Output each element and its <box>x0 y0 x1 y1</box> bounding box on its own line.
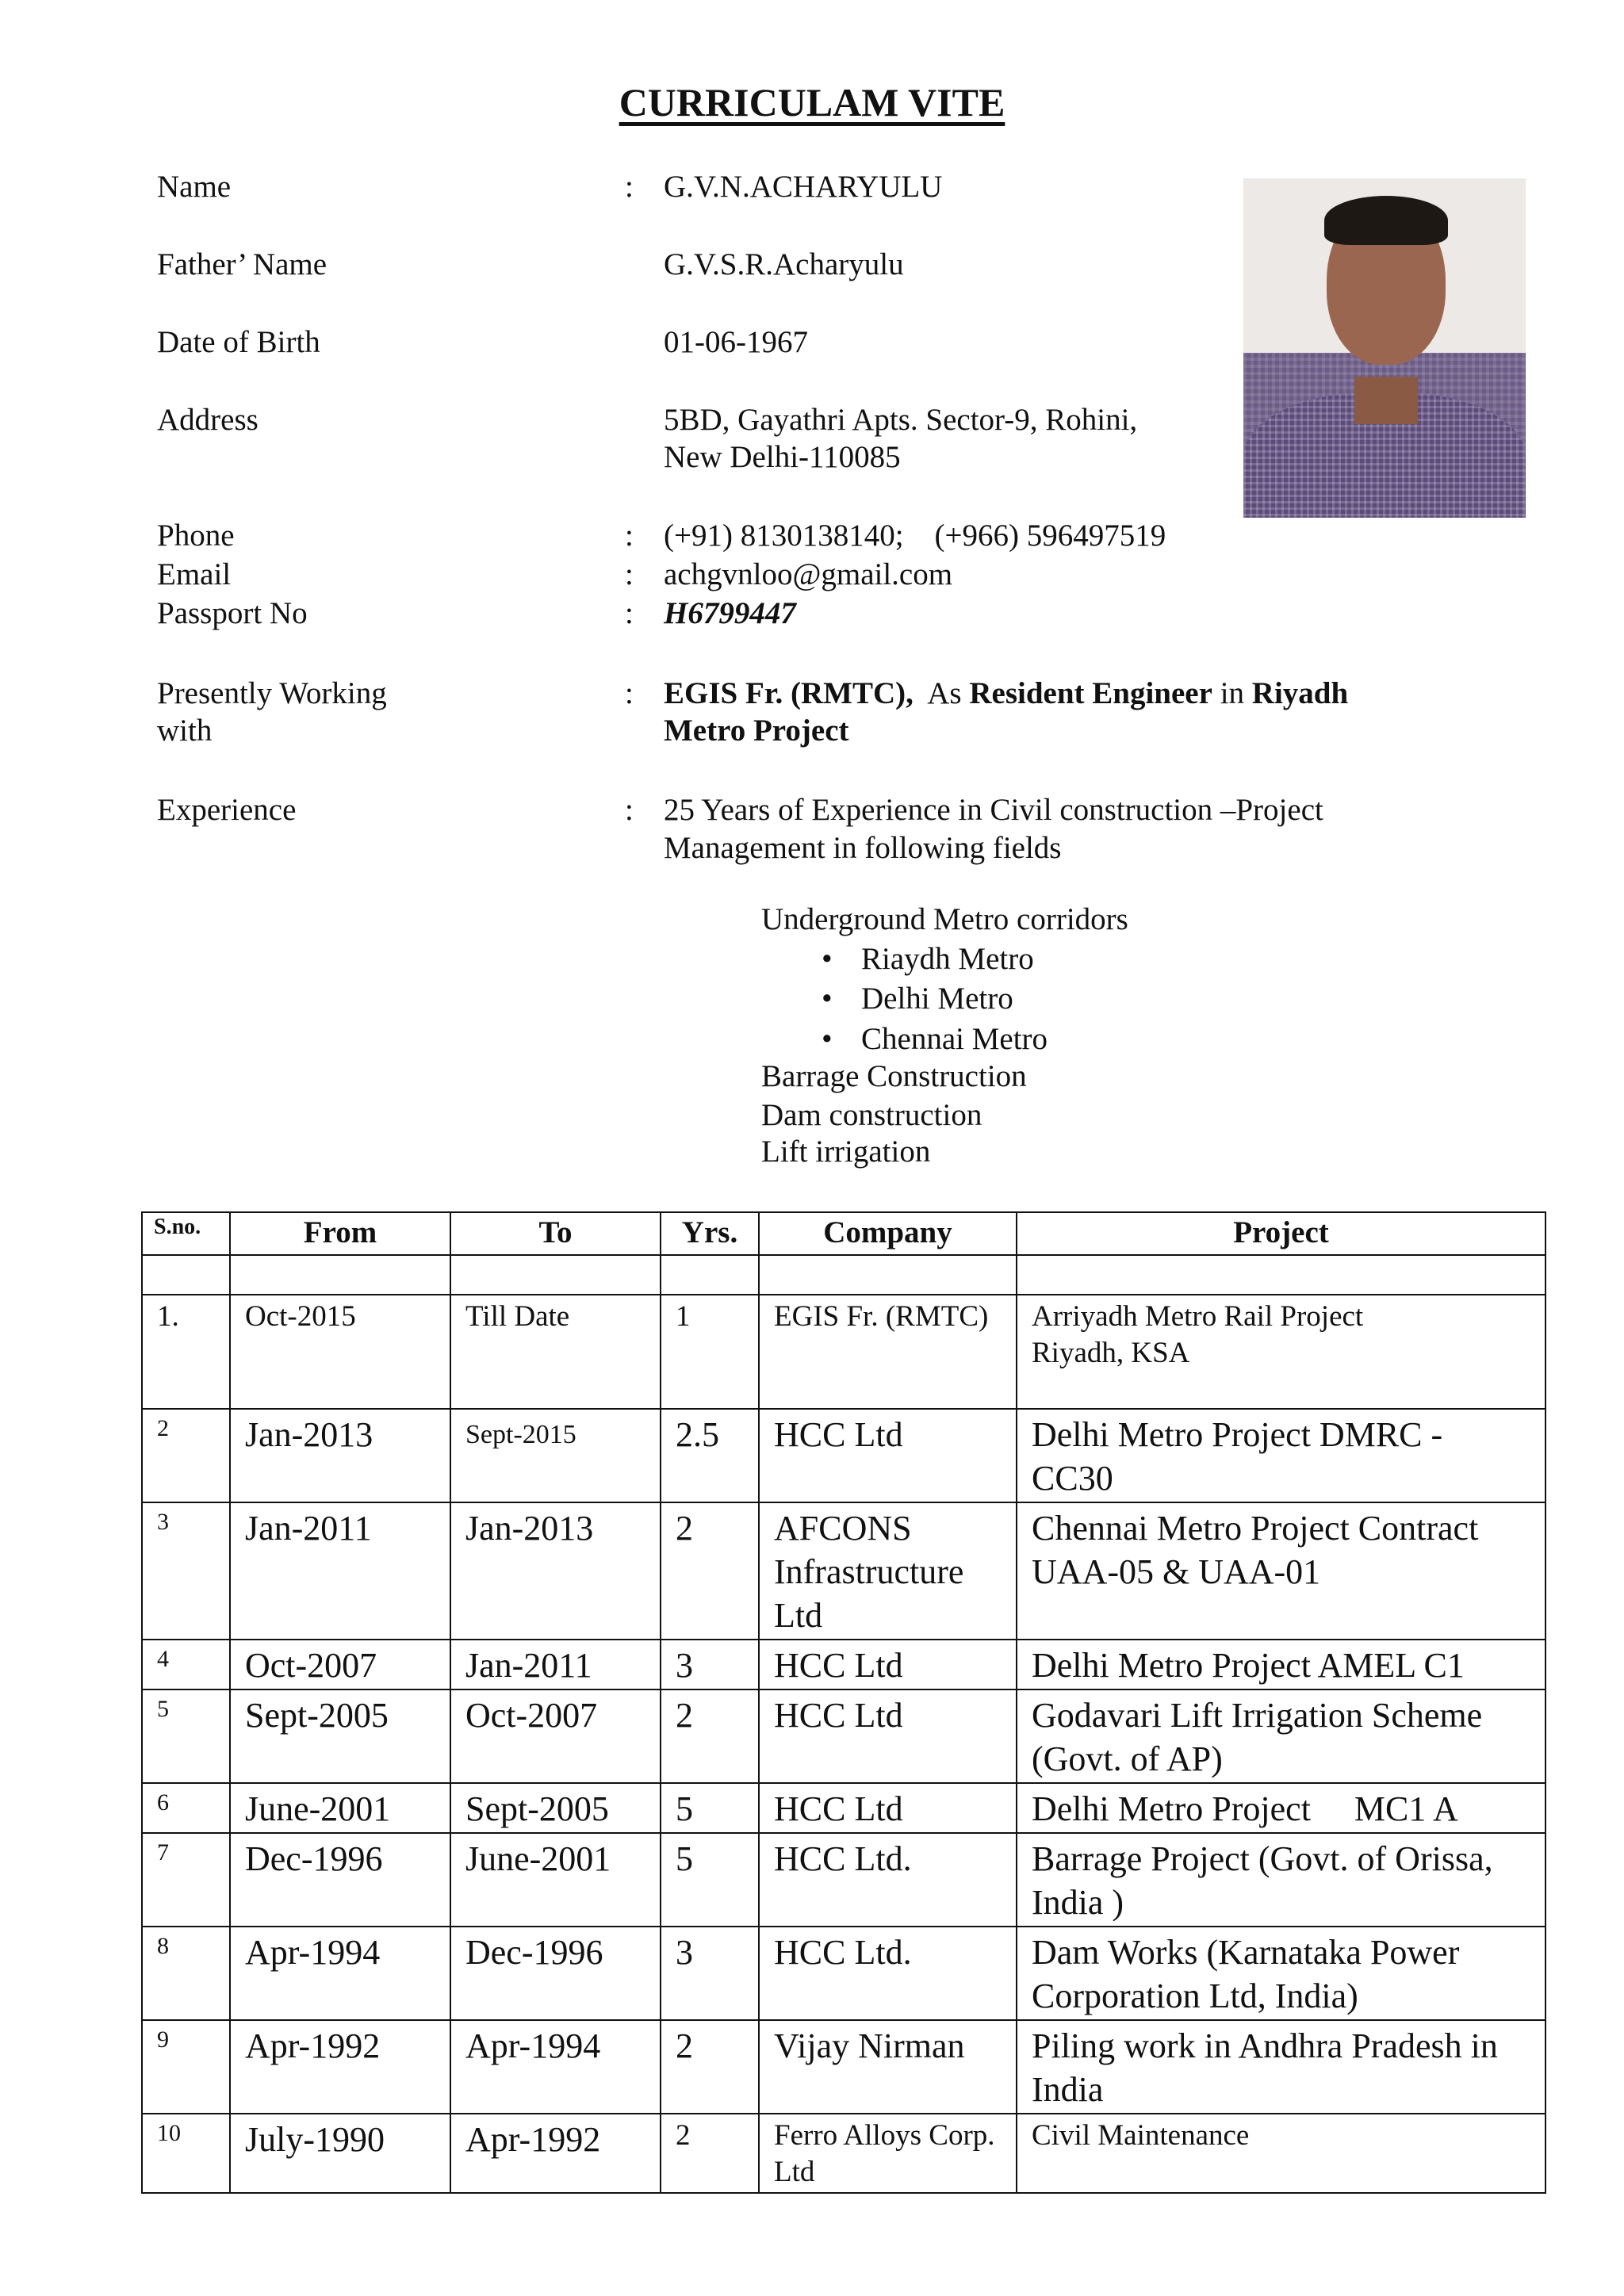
cell-project: Chennai Metro Project Contract UAA-05 & UAA-01 <box>1017 1502 1545 1640</box>
email-label: Email <box>157 557 232 591</box>
experience-line1: 25 Years of Experience in Civil construction –Project <box>664 793 1323 827</box>
cell-to: Jan-2013 <box>450 1502 661 1640</box>
separator: : <box>625 676 634 710</box>
header-company: Company <box>759 1212 1017 1255</box>
working-place2: Metro Project <box>664 714 849 748</box>
cell-project: Civil Maintenance <box>1017 2114 1545 2193</box>
cell-from: Oct-2007 <box>230 1640 450 1689</box>
working-as: As <box>927 676 962 710</box>
table-row <box>142 1927 1545 2020</box>
cell-to: Till Date <box>450 1295 661 1409</box>
field-item: Barrage Construction <box>761 1059 1027 1093</box>
working-place1: Riyadh <box>1251 676 1349 710</box>
cell-company: Ferro Alloys Corp. Ltd <box>759 2114 1017 2193</box>
cell-sno: 8 <box>142 1927 230 2020</box>
separator: : <box>625 170 634 204</box>
field-metro-item: • Riaydh Metro <box>861 939 1034 978</box>
cell-to: Apr-1992 <box>450 2114 661 2193</box>
field-metro-item: • Delhi Metro <box>861 979 1013 1018</box>
cell-sno: 1. <box>142 1295 230 1409</box>
separator: : <box>625 596 634 630</box>
father-value: G.V.S.R.Acharyulu <box>664 247 904 281</box>
empty-cell <box>450 1255 661 1295</box>
cell-company: EGIS Fr. (RMTC) <box>759 1295 1017 1409</box>
table-row <box>142 1295 1545 1409</box>
cell-yrs: 3 <box>661 1927 759 2020</box>
cell-sno: 10 <box>142 2114 230 2193</box>
cell-from: July-1990 <box>230 2114 450 2193</box>
cell-company: Vijay Nirman <box>759 2020 1017 2114</box>
dob-label: Date of Birth <box>157 325 320 359</box>
cell-from: Jan-2011 <box>230 1502 450 1640</box>
cell-sno: 3 <box>142 1502 230 1640</box>
cell-project: Delhi Metro Project AMEL C1 <box>1017 1640 1545 1689</box>
empty-cell <box>759 1255 1017 1295</box>
working-in: in <box>1220 676 1245 710</box>
field-item: Dam construction <box>761 1098 982 1132</box>
cell-company: AFCONS Infrastructure Ltd <box>759 1502 1017 1640</box>
cell-from: Sept-2005 <box>230 1689 450 1783</box>
cell-yrs: 5 <box>661 1783 759 1833</box>
address-line2: New Delhi-110085 <box>664 440 901 474</box>
cell-project: Barrage Project (Govt. of Orissa, India ) <box>1017 1833 1545 1927</box>
cell-to: Dec-1996 <box>450 1927 661 2020</box>
cell-to: Sept-2015 <box>450 1409 661 1502</box>
experience-line2: Management in following fields <box>664 831 1062 865</box>
cell-project: Delhi Metro Project DMRC - CC30 <box>1017 1409 1545 1502</box>
dob-value: 01-06-1967 <box>664 325 808 359</box>
table-row <box>142 1783 1545 1833</box>
field-underground: Underground Metro corridors <box>761 902 1128 936</box>
header-sno: S.no. <box>142 1212 230 1255</box>
header-from: From <box>230 1212 450 1255</box>
cell-company: HCC Ltd. <box>759 1927 1017 2020</box>
cell-from: Apr-1994 <box>230 1927 450 2020</box>
cell-company: HCC Ltd <box>759 1689 1017 1783</box>
cell-project: Godavari Lift Irrigation Scheme (Govt. of AP) <box>1017 1689 1545 1783</box>
table-row <box>142 1833 1545 1927</box>
cell-company: HCC Ltd. <box>759 1833 1017 1927</box>
working-role: Resident Engineer <box>969 676 1212 710</box>
cell-company: HCC Ltd <box>759 1783 1017 1833</box>
cell-sno: 6 <box>142 1783 230 1833</box>
cell-from: Dec-1996 <box>230 1833 450 1927</box>
cell-to: Sept-2005 <box>450 1783 661 1833</box>
table-empty-row <box>142 1255 1545 1295</box>
working-company: EGIS Fr. (RMTC), <box>664 676 914 710</box>
separator: : <box>625 557 634 591</box>
photo-neck <box>1354 377 1418 424</box>
photo-hair <box>1324 196 1448 245</box>
header-yrs: Yrs. <box>661 1212 759 1255</box>
cell-project: Arriyadh Metro Rail Project Riyadh, KSA <box>1017 1295 1545 1409</box>
cell-to: June-2001 <box>450 1833 661 1927</box>
working-line1 <box>664 675 1348 713</box>
cell-project: Dam Works (Karnataka Power Corporation Ltd, India) <box>1017 1927 1545 2020</box>
passport-value: H6799447 <box>664 596 796 630</box>
cell-sno: 2 <box>142 1409 230 1502</box>
name-value: G.V.N.ACHARYULU <box>664 170 943 204</box>
table-row <box>142 1502 1545 1640</box>
header-project: Project <box>1017 1212 1545 1255</box>
profile-photo <box>1243 178 1526 518</box>
cell-sno: 5 <box>142 1689 230 1783</box>
cell-to: Oct-2007 <box>450 1689 661 1783</box>
table-row <box>142 1689 1545 1783</box>
separator: : <box>625 793 634 827</box>
cell-yrs: 2.5 <box>661 1409 759 1502</box>
cell-yrs: 2 <box>661 1502 759 1640</box>
passport-label: Passport No <box>157 596 308 630</box>
experience-table <box>141 1211 1546 2194</box>
father-label: Father’ Name <box>157 247 327 281</box>
cell-to: Jan-2011 <box>450 1640 661 1689</box>
cell-from: June-2001 <box>230 1783 450 1833</box>
cell-yrs: 3 <box>661 1640 759 1689</box>
phone-value: (+91) 8130138140; (+966) 596497519 <box>664 519 1166 553</box>
address-label: Address <box>157 403 259 437</box>
separator: : <box>625 519 634 553</box>
empty-cell <box>230 1255 450 1295</box>
table-row <box>142 1640 1545 1689</box>
page-title: CURRICULAM VITE <box>619 80 1005 124</box>
table-row <box>142 1409 1545 1502</box>
cell-yrs: 2 <box>661 1689 759 1783</box>
empty-cell <box>661 1255 759 1295</box>
address-line1: 5BD, Gayathri Apts. Sector-9, Rohini, <box>664 403 1138 437</box>
cell-project: Delhi Metro Project MC1 A <box>1017 1783 1545 1833</box>
table-row <box>142 2114 1545 2193</box>
cell-company: HCC Ltd <box>759 1409 1017 1502</box>
cell-project: Piling work in Andhra Pradesh in India <box>1017 2020 1545 2114</box>
cell-yrs: 2 <box>661 2114 759 2193</box>
table-row <box>142 2020 1545 2114</box>
name-label: Name <box>157 170 232 204</box>
working-label-line1: Presently Working <box>157 676 387 710</box>
field-metro-item: • Chennai Metro <box>861 1020 1048 1058</box>
cell-yrs: 5 <box>661 1833 759 1927</box>
cell-company: HCC Ltd <box>759 1640 1017 1689</box>
cell-yrs: 1 <box>661 1295 759 1409</box>
phone-label: Phone <box>157 519 235 553</box>
header-to: To <box>450 1212 661 1255</box>
cell-yrs: 2 <box>661 2020 759 2114</box>
empty-cell <box>1017 1255 1545 1295</box>
cell-sno: 4 <box>142 1640 230 1689</box>
cell-from: Jan-2013 <box>230 1409 450 1502</box>
field-item: Lift irrigation <box>761 1135 931 1169</box>
cell-from: Apr-1992 <box>230 2020 450 2114</box>
cell-sno: 7 <box>142 1833 230 1927</box>
cell-to: Apr-1994 <box>450 2020 661 2114</box>
email-value: achgvnloo@gmail.com <box>664 557 953 591</box>
working-label-line2: with <box>157 714 213 748</box>
empty-cell <box>142 1255 230 1295</box>
cell-sno: 9 <box>142 2020 230 2114</box>
cell-from: Oct-2015 <box>230 1295 450 1409</box>
table-header-row <box>142 1212 1545 1255</box>
experience-label: Experience <box>157 793 297 827</box>
